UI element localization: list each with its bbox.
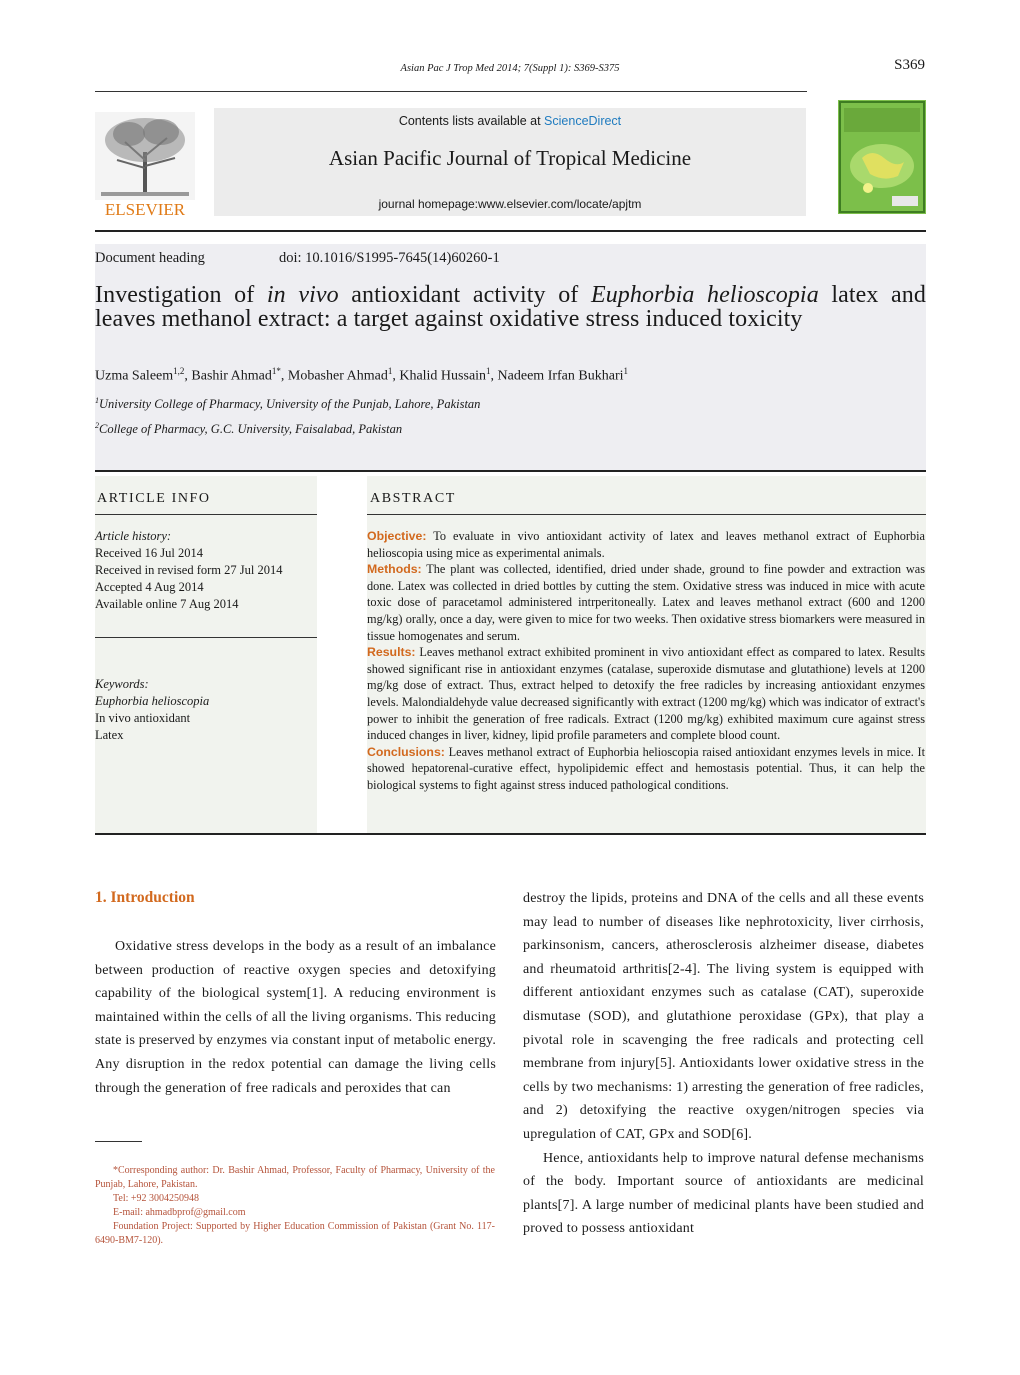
abstract-rule <box>367 514 926 515</box>
journal-homepage[interactable]: journal homepage:www.elsevier.com/locate/apjtm <box>378 197 642 211</box>
keyword: In vivo antioxidant <box>95 711 191 725</box>
affiliation: $^1$University College of Pharmacy, University of the Punjab, Lahore, Pakistan <box>95 396 481 412</box>
author: Nadeem Irfan Bukhari <box>497 368 624 384</box>
sciencedirect-link[interactable]: ScienceDirect <box>544 114 622 128</box>
intro-left-column: Oxidative stress develops in the body as a result of an imbalance between production of reactive oxygen species and detoxifying capability of the biological system[1]. A reducing environment is maintained within the cells of all the living organisms. This reducing state is preserved by enzymes via constant input of metabolic energy. Any disruption in the redox potential can damage the living cells through the generation of free radicals and peroxides that can <box>95 939 497 1096</box>
keyword: Latex <box>95 728 124 742</box>
contents-line: Contents lists available at ScienceDirect <box>398 114 622 128</box>
publisher-name: ELSEVIER <box>104 200 186 218</box>
article-history: Article history: Received 16 Jul 2014 Received in revised form 27 Jul 2014 Accepted 4 Aug 2014 Available online 7 Aug 2014 <box>95 529 283 611</box>
author: Mobasher Ahmad <box>287 368 388 384</box>
document-heading: Document heading <box>95 250 205 266</box>
journal-cover <box>838 100 926 214</box>
affiliation: $^2$College of Pharmacy, G.C. University, Faisalabad, Pakistan <box>95 421 403 437</box>
author: Khalid Hussain <box>399 368 487 384</box>
article-info-rule <box>95 514 317 515</box>
article-title: Investigation of in vivo antioxidant activity of Euphorbia helioscopia latex and leaves methanol extract: a target against oxidative stress induced toxicity <box>95 282 926 332</box>
footnote: *Corresponding author: Dr. Bashir Ahmad, Professor, Faculty of Pharmacy, University of the Punjab, Lahore, Pakistan. Tel: +92 3004250948 E-mail: ahmadbprof@gmail.com Foundation Project: Supported by Higher Education Commission of Pakistan (Grant No. 117-6490-BM7-120). <box>95 1165 495 1246</box>
running-head: Asian Pac J Trop Med 2014; 7(Suppl 1): S369-S375 <box>400 63 620 74</box>
footnote-rule <box>95 1141 142 1142</box>
page-number: S369 <box>894 57 925 73</box>
keywords-rule <box>95 637 317 638</box>
abstract-heading: ABSTRACT <box>370 491 456 506</box>
article-info-heading: ARTICLE INFO <box>97 491 211 506</box>
journal-title: Asian Pacific Journal of Tropical Medicine <box>328 146 692 170</box>
journal-banner <box>214 108 806 216</box>
author-list: Uzma Saleem$^{1,2}$, Bashir Ahmad$^{1*}$, Mobasher Ahmad$^1$, Khalid Hussain$^1$, Nadeem Irfan Bukhari$^1$ <box>95 366 628 384</box>
abstract-text: Objective: To evaluate in vivo antioxidant activity of latex and leaves methanol extract of Euphorbia helioscopia using mice as experimental animals. Methods: The plant was collected, identified, dried under shade, ground to fine powder and extraction was done. Latex was collected in dried bottles by cutting the stem. Oxidative stress was induced in mice with acute toxic dose of paracetamol administered intrperitoneally. Latex and leaves methanol extract (600 and 1200 mg/kg) orally, once a day, were given to mice for two weeks. Then oxidative stress biomarkers were measured in tissue homogenates and serum. Results: Leaves methanol extract exhibited prominent in vivo antioxidant effect as compared to latex. Results showed significant rise in antioxidant enzymes (catalase, superoxide dismutase and glutathione) levels at 1200 mg/kg dose of extract. Thus, extract helped to detoxify the free radicles by increasing antioxidant enzymes levels. Malondialdehyde value decreased significantly with extract (1200 mg/kg) which was indicator of extract's power to inhibit the generation of free radicals. Extract (1200 mg/kg) exhibited maximum cure against stress induced changes in liver, kidney, lipid profile parameters and complete blood count. Conclusions: Leaves methanol extract of Euphorbia helioscopia raised antioxidant enzymes levels in mice. It showed hepatorenal-curative effect, hypolipidemic effect and hemostasis potential. Thus, it can help the biological systems to fight against stress induced pathological conditions. <box>367 529 925 792</box>
elsevier-logo <box>95 112 195 218</box>
keywords: Keywords: Euphorbia helioscopia In vivo antioxidant Latex <box>95 677 210 742</box>
keyword: Euphorbia helioscopia <box>95 694 210 708</box>
doi[interactable]: doi: 10.1016/S1995-7645(14)60260-1 <box>279 250 500 266</box>
masthead-rule <box>95 230 926 232</box>
header-rule <box>95 91 807 92</box>
intro-right-column: destroy the lipids, proteins and DNA of the cells and all these events may lead to number of diseases like nephrotoxicity, liver cirrhosis, parkinsonism, cancers, atherosclerosis alzheimer disease, diabetes and rheumatoid arthritis[2-4]. The living system is equipped with different antioxidant enzymes such as catalase (CAT), superoxide dismutase (SOD), and glutathione peroxidase (GPx), that play a pivotal role in scavenging the free radicals and protecting cell membrane from injury[5]. Antioxidants lower oxidative stress in the cells by two mechanisms: 1) arresting the generation of free radicles, and 2) detoxifying the reactive oxygen/nitrogen species via upregulation of CAT, GPx and SOD[6]. Hence, antioxidants help to improve natural defense mechanisms of the body. Important source of antioxidants are medicinal plants[7]. A large number of medicinal plants have been studied and proved to possess antioxidant <box>523 891 924 1237</box>
email[interactable]: E-mail: ahmadbprof@gmail.com <box>113 1207 246 1218</box>
title-rule <box>95 470 926 472</box>
section-heading: 1. Introduction <box>95 889 195 906</box>
author: Uzma Saleem <box>95 368 174 384</box>
abstract-bottom-rule <box>95 833 926 835</box>
author: Bashir Ahmad <box>191 368 272 384</box>
